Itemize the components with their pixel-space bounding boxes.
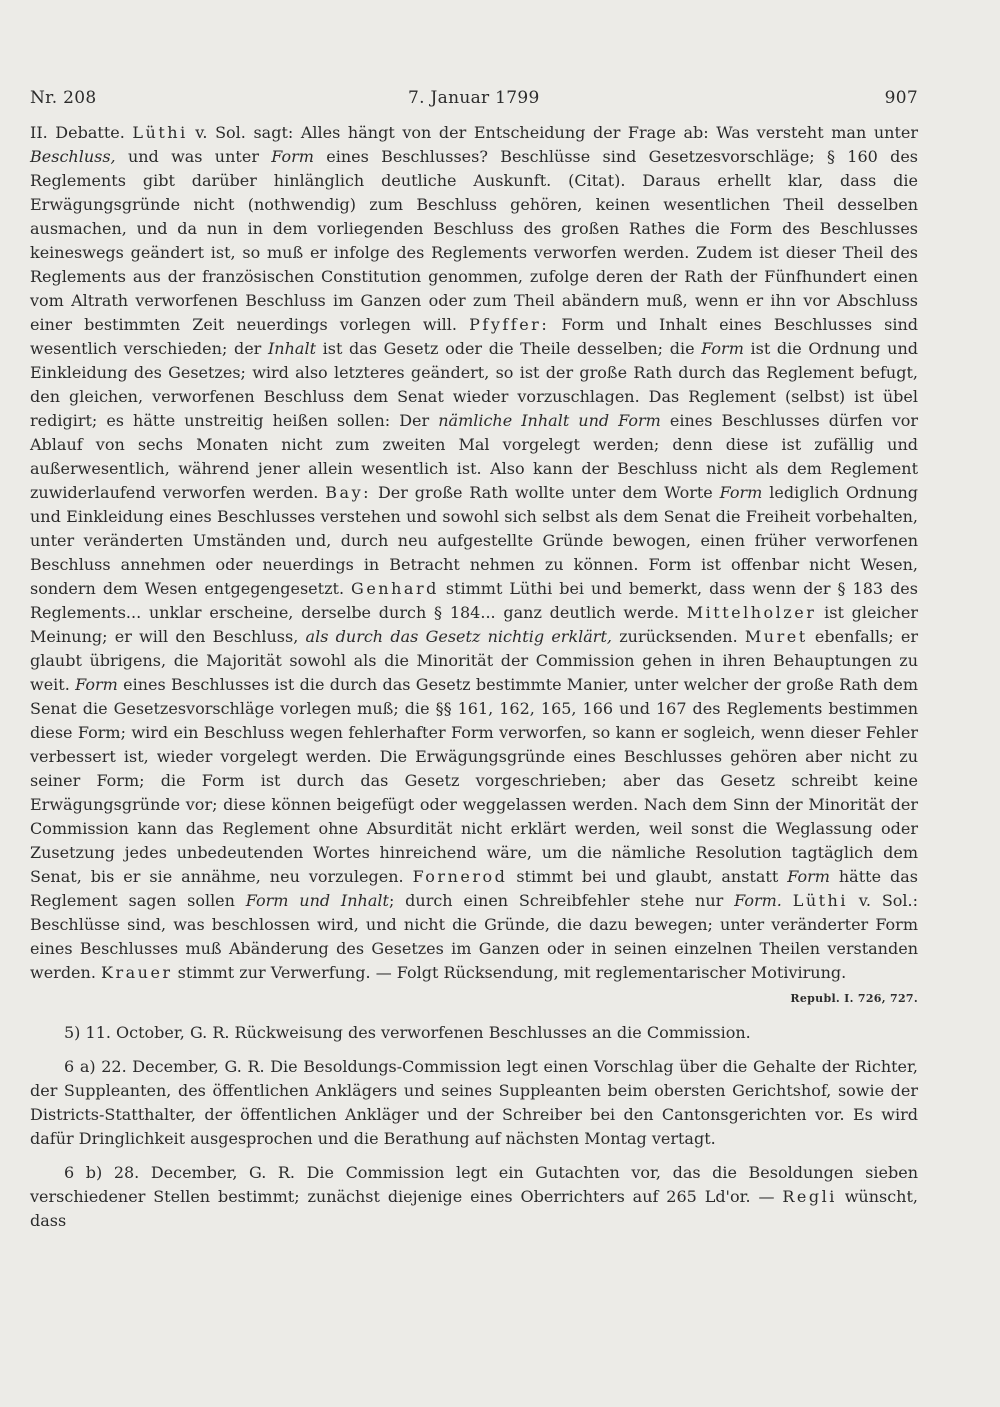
- emphasis: als durch das Gesetz nichtig erklärt,: [305, 627, 612, 646]
- text-run: stimmt bei und glaubt, anstatt: [516, 867, 779, 886]
- speaker-name: Lüthi: [792, 891, 848, 910]
- speaker-name: Krauer: [101, 963, 173, 982]
- speaker-name: Pfyffer:: [469, 315, 550, 334]
- speaker-name: Lüthi: [132, 123, 188, 142]
- document-number: Nr. 208: [30, 88, 97, 108]
- text-run: Der große Rath wollte unter dem Worte: [377, 483, 713, 502]
- text-run: ; durch einen Schreibfehler stehe nur: [388, 891, 724, 910]
- emphasis: Form: [787, 867, 830, 886]
- emphasis: Inhalt: [267, 339, 316, 358]
- note-6a: 6 a) 22. December, G. R. Die Besoldungs-Commission legt einen Vorschlag über die Gehalte der Richter, der Suppleanten, des öffentlichen Anklägers und seines Suppleanten beim obersten Gerichtshof, sowie der Districts-Statthalter, der öffentlichen Ankläger und der Schreiber bei den Cantonsgerichten vor. Es wird dafür Dringlichkeit ausgesprochen und die Berathung auf nächsten Montag vertagt.: [30, 1057, 918, 1148]
- emphasis: Beschluss,: [30, 147, 116, 166]
- text-run: hätte das Reglement sagen sollen: [30, 867, 919, 910]
- republ-citation: Republ. I. 726, 727.: [790, 992, 918, 1005]
- speaker-name: Regli: [782, 1187, 837, 1206]
- text-run: und was unter: [127, 147, 259, 166]
- speaker-name: Muret: [744, 627, 808, 646]
- text-run: eines Beschlusses ist die durch das Gesetz bestimmte Manier, unter welcher der große Rath dem Senat die Gesetzesvorschläge vorlegen muß; die §§ 161, 162, 165, 166 und 167 des Reglements bestimmen diese Form; wird ein Beschluss wegen fehlerhafter Form verworfen, so kann er sogleich, wenn dieser Fehler verbessert ist, wieder vorgelegt werden. Die Erwägungsgründe eines Beschlusses gehören aber nicht zu seiner Form; die Form ist durch das Gesetz vorgeschrieben; aber das Gesetz schreibt keine Erwägungsgründe vor; diese können beigefügt oder weggelassen werden. Nach dem Sinn der Minorität der Commission kann das Reglement ohne Absurdität nicht erklärt werden, weil sonst die Weglassung oder Zusetzung jedes unbedeutenden Wortes hinreichend wäre, um die nämliche Resolution tagtäglich dem Senat, bis er sie annähme, neu vorzulegen.: [30, 675, 918, 886]
- text-run: v. Sol.: Beschlüsse sind, was beschlossen wird, und nicht die Gründe, die dazu bewegen; unter veränderter Form eines Beschlusses muß Abänderung des Gesetzes im Ganzen oder in seinen einzelnen Theilen verstanden werden.: [30, 891, 919, 982]
- page-header: [30, 88, 918, 118]
- text-run: stimmt zur Verwerfung. — Folgt Rücksendung, mit reglementarischer Motivirung.: [177, 963, 847, 982]
- note-5: 5) 11. October, G. R. Rückweisung des verworfenen Beschlusses an die Commission.: [64, 1023, 751, 1042]
- text-run: v. Sol. sagt: Alles hängt von der Entscheidung der Frage ab: Was versteht man unter: [195, 123, 918, 142]
- emphasis: Form und Inhalt: [245, 891, 389, 910]
- debate-paragraph: [30, 121, 918, 985]
- text-run: eines Beschlusses dürfen vor Ablauf von sechs Monaten nicht zum zweiten Mal vorgelegt werden; denn diese ist zufällig und außerwesentlich, während jener allein wesentlich ist. Also kann der Beschluss nicht als dem Reglement zuwiderlaufend verworfen werden.: [30, 411, 919, 502]
- citation-line: [30, 985, 918, 1011]
- text-run: Form und Inhalt eines Beschlusses sind wesentlich verschieden; der: [30, 315, 919, 358]
- speaker-name: Bay:: [325, 483, 372, 502]
- text-run: II. Debatte.: [30, 123, 125, 142]
- text-run: zurücksenden.: [619, 627, 738, 646]
- emphasis: Form: [719, 483, 763, 502]
- speaker-name: Mittelholzer: [686, 603, 817, 622]
- text-run: lediglich Ordnung und Einkleidung eines Beschlusses verstehen und sowohl sich selbst als dem Senat die Freiheit vorbehalten, unter veränderten Umständen und, durch neu aufgestellte Gründe bewogen, einen früher verworfenen Beschluss annehmen oder neuerdings in Betracht nehmen zu können. Form ist offenbar nicht Wesen, sondern dem Wesen entgegengesetzt.: [30, 483, 919, 598]
- text-run: 6 b) 28. December, G. R. Die Commission legt ein Gutachten vor, das die Besoldungen sieben verschiedener Stellen bestimmt; zunächst diejenige eines Oberrichters auf 265 Ld'or. —: [30, 1163, 918, 1206]
- text-run: wünscht, dass: [30, 1187, 918, 1230]
- text-run: stimmt Lüthi bei und bemerkt, dass wenn der § 183 des Reglements... unklar erscheine, derselbe durch § 184... ganz deutlich werde.: [30, 579, 918, 622]
- text-run: ebenfalls; er glaubt übrigens, die Majorität sowohl als die Minorität der Commission gehen in ihren Behauptungen zu weit.: [30, 627, 919, 694]
- emphasis: nämliche Inhalt und Form: [438, 411, 661, 430]
- text-run: ist die Ordnung und Einkleidung des Gesetzes; wird also letzteres geändert, so ist der große Rath durch das Reglement befugt, den gleichen, verworfenen Beschluss dem Senat wieder vorzuschlagen. Das Reglement (selbst) ist übel redigirt; es hätte unstreitig heißen sollen: Der: [30, 339, 919, 430]
- speaker-name: Genhard: [351, 579, 439, 598]
- page-number: 907: [884, 88, 918, 108]
- emphasis: Form: [271, 147, 314, 166]
- emphasis: Form: [701, 339, 744, 358]
- emphasis: Form.: [734, 891, 782, 910]
- note-6b: [30, 1161, 918, 1233]
- speaker-name: Fornerod: [412, 867, 508, 886]
- text-run: ist das Gesetz oder die Theile desselben; die: [322, 339, 695, 358]
- text-run: ist gleicher Meinung; er will den Beschluss,: [30, 603, 918, 646]
- document-body: [30, 121, 918, 1233]
- emphasis: Form: [75, 675, 118, 694]
- document-date: 7. Januar 1799: [408, 88, 540, 108]
- text-run: eines Beschlusses? Beschlüsse sind Gesetzesvorschläge; § 160 des Reglements gibt darüber hinlänglich deutliche Auskunft. (Citat). Daraus erhellt klar, dass die Erwägungsgründe nicht (nothwendig) zum Beschluss gehören, keinen wesentlichen Theil desselben ausmachen, und da nun in dem vorliegenden Beschluss des großen Rathes die Form des Beschlusses keineswegs geändert ist, so muß er infolge des Reglements verworfen werden. Zudem ist dieser Theil des Reglements aus der französischen Constitution genommen, zufolge deren der Rath der Fünfhundert einen vom Altrath verworfenen Beschluss im Ganzen oder zum Theil abändern muß, wenn er ihn vor Abschluss einer bestimmten Zeit neuerdings vorlegen will.: [30, 147, 919, 334]
